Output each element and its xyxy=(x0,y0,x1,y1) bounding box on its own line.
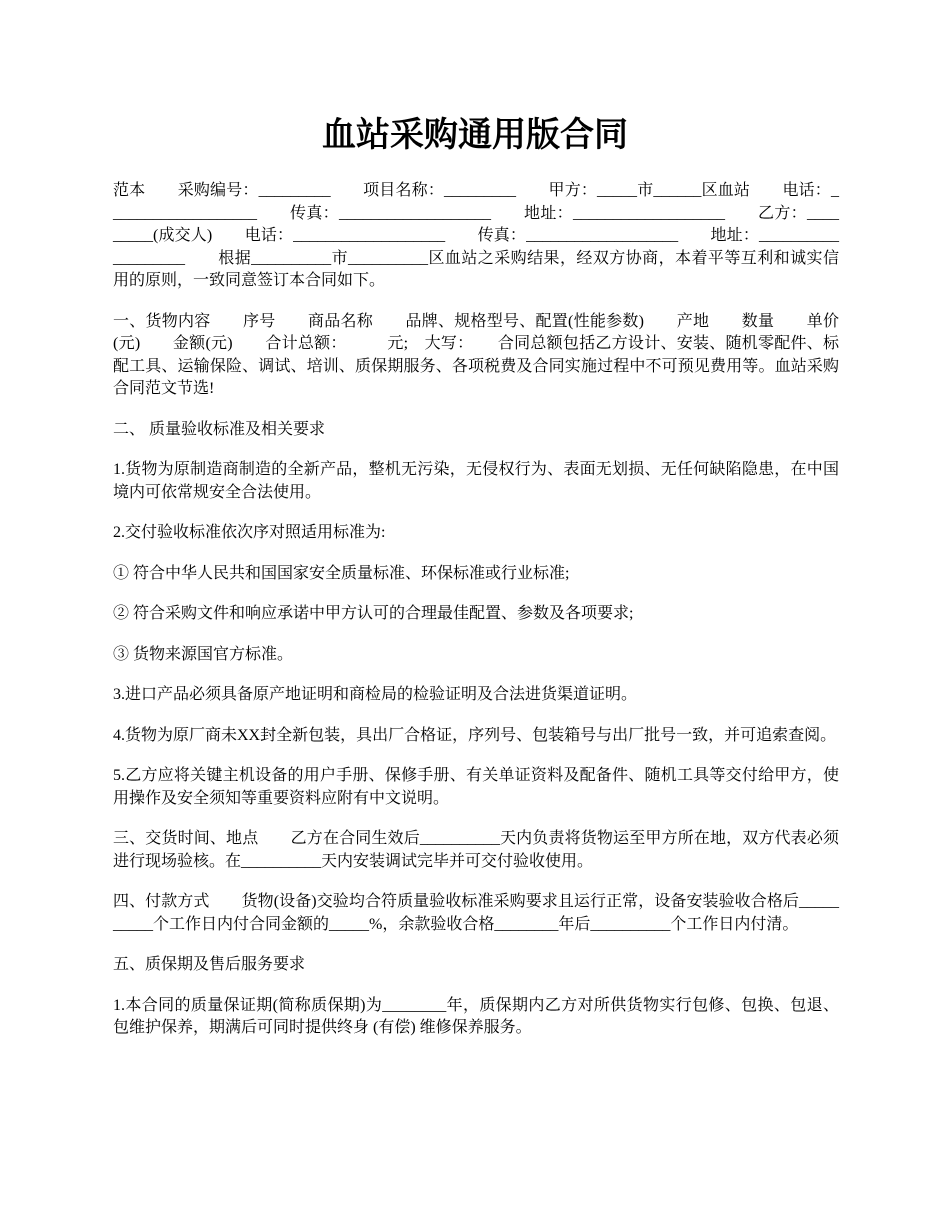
paragraph-quality-1: 1.货物为原制造商制造的全新产品，整机无污染，无侵权行为、表面无划损、无任何缺陷隐患，在中国境内可依常规安全合法使用。 xyxy=(113,461,839,501)
document-body xyxy=(113,180,839,1058)
document-title: 血站采购通用版合同 xyxy=(322,115,628,155)
paragraph-payment: 四、付款方式 货物(设备)交验均合符质量验收标准采购要求且运行正常，设备安装验收合格后__________个工作日内付合同金额的_____%，余款验收合格________年后__________个工作日内付清。 xyxy=(113,893,839,933)
paragraph-standard-3: ③ 货物来源国官方标准。 xyxy=(113,645,294,663)
paragraph-quality-2: 2.交付验收标准依次序对照适用标准为: xyxy=(113,524,386,541)
heading-quality-standards: 二、 质量验收标准及相关要求 xyxy=(113,420,326,438)
heading-warranty: 五、质保期及售后服务要求 xyxy=(113,956,306,973)
paragraph-quality-3: 3.进口产品必须具备原产地证明和商检局的检验证明及合法进货渠道证明。 xyxy=(113,686,638,703)
paragraph-parties: 范本 采购编号：_________ 项目名称：_________ 甲方：_____市______区血站 电话：___________________ 传真：___________________ 地址：___________________ 乙方：_________(成交人) 电话：___________________ 传真：___________________ 地址：___________________ 根据__________市__________区血站之采购结果，经双方协商，本着平等互利和诚实信用的原则，一致同意签订本合同如下。 xyxy=(113,182,839,289)
paragraph-goods-content: 一、货物内容 序号 商品名称 品牌、规格型号、配置(性能参数) 产地 数量 单价(元) 金额(元) 合计总额： 元; 大写： 合同总额包括乙方设计、安装、随机零配件、标配工具、运输保险、调试、培训、质保期服务、各项税费及合同实施过程中不可预见费用等。血站采购合同范文节选! xyxy=(113,312,839,397)
paragraph-standard-1: ① 符合中华人民共和国国家安全质量标准、环保标准或行业标准; xyxy=(113,564,570,582)
paragraph-standard-2: ② 符合采购文件和响应承诺中甲方认可的合理最佳配置、参数及各项要求; xyxy=(113,605,634,622)
paragraph-delivery: 三、交货时间、地点 乙方在合同生效后__________天内负责将货物运至甲方所在地，双方代表必须进行现场验核。在__________天内安装调试完毕并可交付验收使用。 xyxy=(113,830,839,870)
paragraph-quality-4: 4.货物为原厂商未XX封全新包装，具出厂合格证，序列号、包装箱号与出厂批号一致，并可追索查阅。 xyxy=(113,726,837,744)
paragraph-warranty-1: 1.本合同的质量保证期(简称质保期)为________年，质保期内乙方对所供货物实行包修、包换、包退、包维护保养，期满后可同时提供终身 (有偿) 维修保养服务。 xyxy=(113,996,839,1036)
paragraph-quality-5: 5.乙方应将关键主机设备的用户手册、保修手册、有关单证资料及配备件、随机工具等交付给甲方，使用操作及安全须知等重要资料应附有中文说明。 xyxy=(113,767,839,807)
